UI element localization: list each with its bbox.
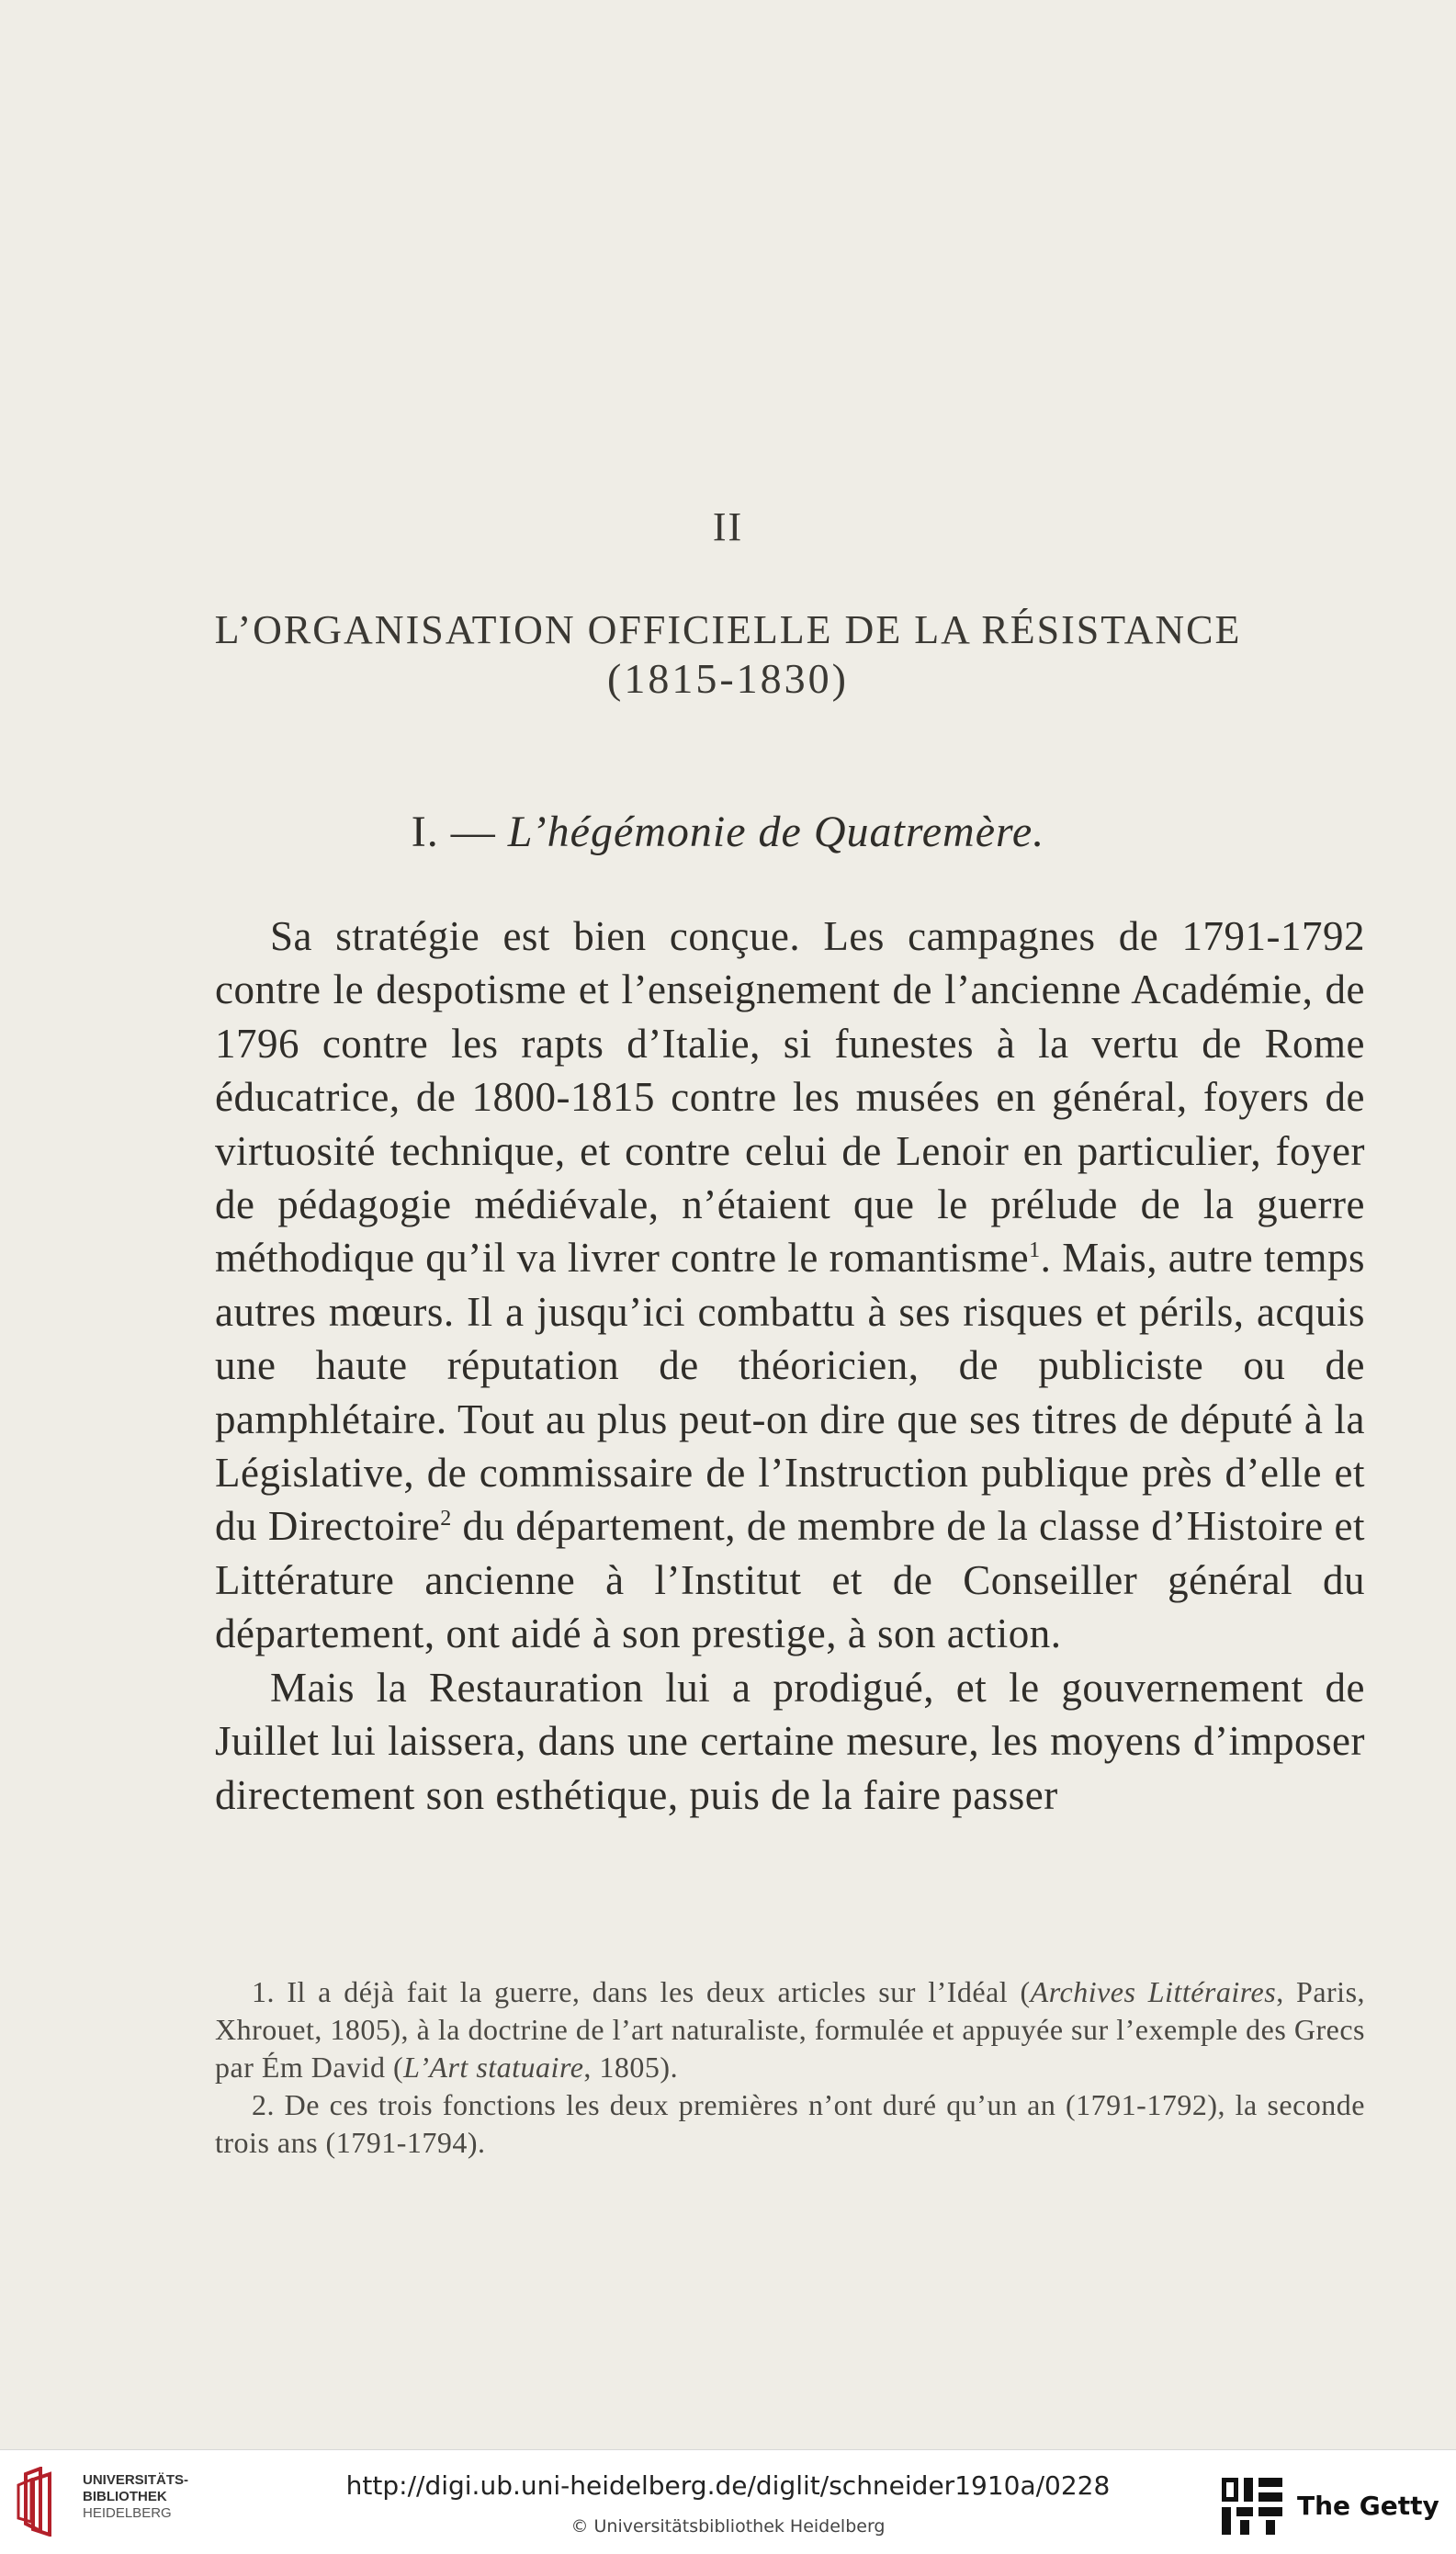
footnotes <box>215 1973 1365 2162</box>
footnote-1-part-c: , 1805). <box>583 2051 679 2084</box>
footnote-2: 2. De ces trois fonctions les deux premières n’ont duré qu’un an (1791-1792), la seconde trois ans (1791-1794). <box>215 2088 1365 2159</box>
chapter-number: II <box>712 504 744 549</box>
section-number: I. — <box>411 808 496 856</box>
footer-bar <box>0 2449 1456 2554</box>
library-name-line-3: HEIDELBERG <box>83 2505 172 2521</box>
footnote-1-part-a: 1. Il a déjà fait la guerre, dans les deux articles sur l’Idéal ( <box>252 1975 1031 2008</box>
library-name-line-1: UNIVERSITÄTS- <box>83 2472 189 2488</box>
paragraph-1-part-a: Sa stratégie est bien conçue. Les campagnes de 1791-1792 contre le despotisme et l’enseignement de l’ancienne Académie, de 1796 contre les rapts d’Italie, si funestes à la vertu de Rome éducatrice, de 1800-1815 contre les musées en général, foyers de virtuosité technique, et contre celui de Lenoir en particulier, foyer de pédagogie médiévale, n’étaient que le prélude de la guerre méthodique qu’il va livrer contre le romantisme <box>215 913 1365 1282</box>
footnote-ref-2[interactable]: 2 <box>440 1507 452 1531</box>
section-heading <box>0 807 1456 857</box>
body-text <box>215 910 1365 1822</box>
paragraph-1-part-b: . Mais, autre temps autres mœurs. Il a jusqu’ici combattu à ses risques et périls, acquis une haute réputation de théoricien, de publiciste ou de pamphlétaire. Tout au plus peut-on dire que ses titres de député à la Législative, de commissaire de l’Instruction publique près d’elle et du Directoire <box>215 1235 1365 1550</box>
chapter-title: L’ORGANISATION OFFICIELLE DE LA RÉSISTANCE <box>214 607 1242 652</box>
library-name-line-2: BIBLIOTHEK <box>83 2489 167 2504</box>
paragraph-2: Mais la Restauration lui a prodigué, et le gouvernement de Juillet lui laissera, dans une certaine mesure, les moyens d’imposer directement son esthétique, puis de la faire passer <box>215 1664 1365 1818</box>
footnote-1 <box>215 1973 1365 2086</box>
permalink-url[interactable]: http://digi.ub.uni-heidelberg.de/diglit/schneider1910a/0228 <box>345 2470 1111 2501</box>
paragraph-1 <box>215 910 1365 1661</box>
footnote-1-title-1: Archives Littéraires <box>1030 1975 1277 2008</box>
section-title: L’hégémonie de Quatremère. <box>507 808 1045 856</box>
footnote-ref-1[interactable]: 1 <box>1029 1238 1041 1263</box>
copyright-notice: © Universitätsbibliothek Heidelberg <box>570 2516 886 2537</box>
getty-logo-icon[interactable] <box>1220 2474 1284 2538</box>
footnote-1-title-2: L’Art statuaire <box>403 2051 584 2084</box>
partner-name[interactable]: The Getty <box>1297 2491 1439 2521</box>
footnote-1-part-b: , Paris, Xhrouet, 1805), à la doctrine de l’art naturaliste, formulée et appuyée sur l’exemple des Grecs par Ém David ( <box>215 1975 1366 2084</box>
chapter-dates: (1815-1830) <box>607 655 849 702</box>
paragraph-1-part-c: du département, de membre de la classe d’Histoire et Littérature ancienne à l’Institut et de Conseiller général du département, ont aidé à son prestige, à son action. <box>215 1503 1365 1657</box>
